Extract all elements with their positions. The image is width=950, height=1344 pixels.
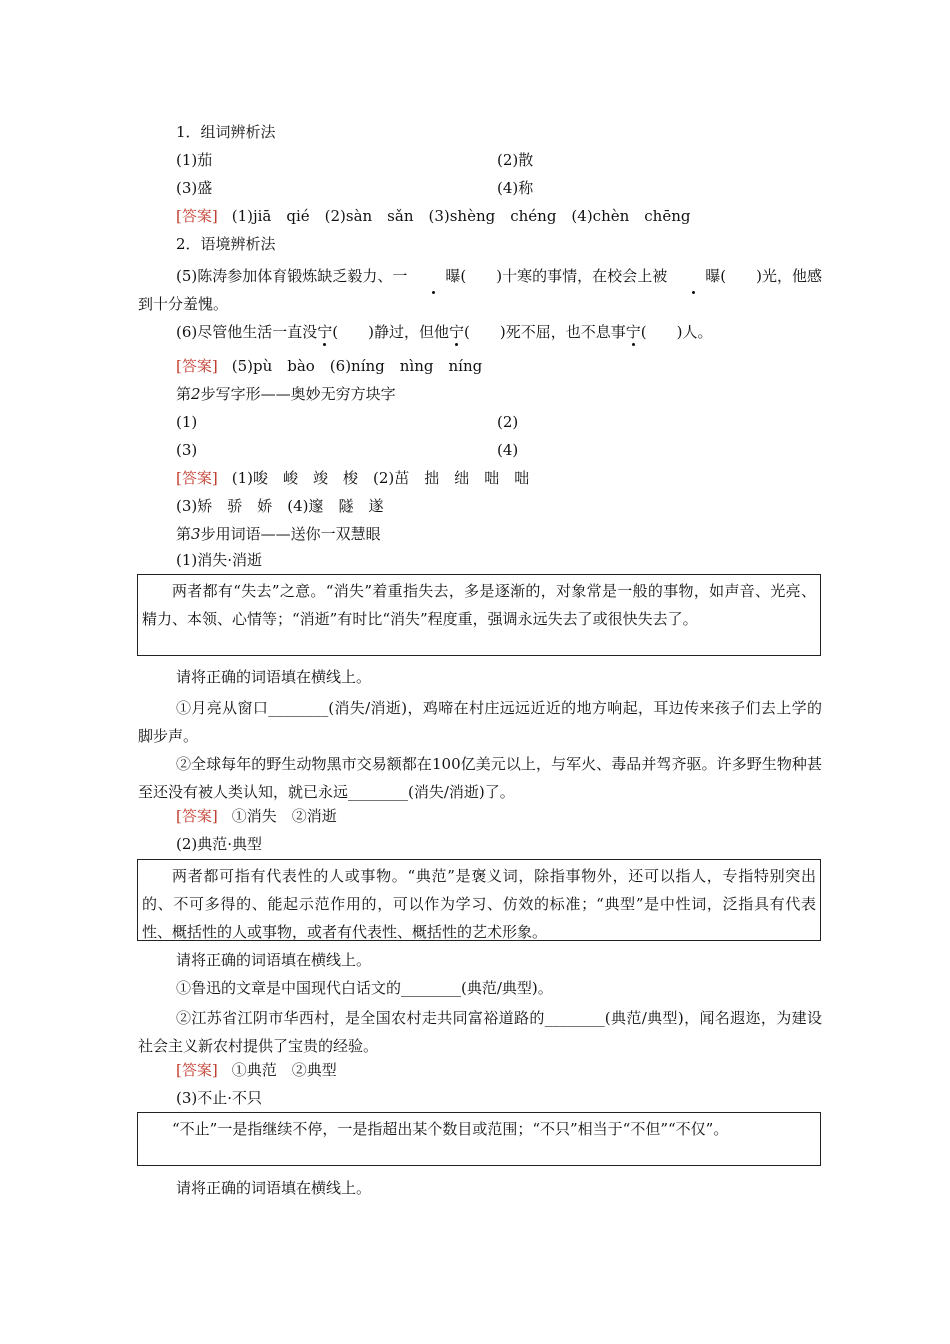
answer-text: (1)唆 峻 竣 梭 (2)茁 拙 绌 咄 咄 bbox=[231, 469, 530, 487]
answer-tag: [答案] bbox=[176, 357, 218, 375]
step2-item-4: (4) bbox=[497, 441, 519, 459]
item-1: (1)茄 bbox=[176, 151, 213, 169]
q5-dotted-char: 曝 bbox=[667, 262, 720, 290]
section-1-title: 1．组词辨析法 bbox=[176, 123, 276, 141]
answer-text: ①消失 ②消逝 bbox=[231, 807, 337, 825]
q6-text-b: ( )静过，但他 bbox=[332, 323, 449, 341]
word-pair-1-heading: (1)消失·消逝 bbox=[176, 551, 263, 569]
step-3-number: 3 bbox=[191, 525, 201, 543]
step-3-title-b: 步用词语——送你一双慧眼 bbox=[200, 525, 381, 543]
answer-3-line-2: (3)矫 骄 娇 (4)邃 隧 遂 bbox=[176, 497, 384, 515]
step-3-title-a: 第 bbox=[176, 525, 192, 543]
question-5 bbox=[138, 262, 822, 318]
answer-text: (1)jiā qié (2)sàn sǎn (3)shèng chéng (4)chèn chēng bbox=[231, 207, 691, 225]
step-2-title bbox=[176, 384, 396, 404]
q6-text-d: ( )人。 bbox=[640, 323, 713, 341]
word-pair-3-heading: (3)不止·不只 bbox=[176, 1089, 263, 1107]
q6-dotted-char: 宁 bbox=[625, 323, 641, 341]
step-2-title-b: 步写字形——奥妙无穷方块字 bbox=[200, 385, 396, 403]
item-3: (3)盛 bbox=[176, 179, 213, 197]
word-pair-2-prompt: 请将正确的词语填在横线上。 bbox=[176, 951, 372, 969]
item-2: (2)散 bbox=[497, 151, 534, 169]
step-2-title-a: 第 bbox=[176, 385, 192, 403]
step2-item-2: (2) bbox=[497, 413, 519, 431]
answer-4 bbox=[176, 806, 337, 826]
word-pair-1-question-1: ①月亮从窗口________(消失/消逝)，鸡啼在村庄远远近近的地方响起，耳边传来孩子们去上学的脚步声。 bbox=[138, 699, 822, 745]
question-6 bbox=[176, 322, 712, 342]
answer-tag: [答案] bbox=[176, 207, 218, 225]
answer-text: (5)pù bào (6)níng nìng níng bbox=[231, 357, 483, 375]
answer-text: ①典范 ②典型 bbox=[231, 1061, 337, 1079]
word-pair-2-question-1: ①鲁迅的文章是中国现代白话文的________(典范/典型)。 bbox=[176, 979, 553, 997]
answer-tag: [答案] bbox=[176, 807, 218, 825]
word-pair-3-prompt: 请将正确的词语填在横线上。 bbox=[176, 1179, 372, 1197]
q6-text-a: (6)尽管他生活一直没 bbox=[176, 323, 318, 341]
q5-dotted-char: 曝 bbox=[407, 262, 460, 290]
q5-text-b: ( )十寒的事情，在校会上被 bbox=[460, 267, 668, 285]
answer-2 bbox=[176, 356, 482, 376]
q6-dotted-char: 宁 bbox=[317, 323, 333, 341]
q5-text-c: ( )光，他感到十分羞愧。 bbox=[138, 267, 822, 313]
q5-text-a: (5)陈涛参加体育锻炼缺乏毅力、一 bbox=[176, 267, 408, 285]
word-pair-1-prompt: 请将正确的词语填在横线上。 bbox=[176, 668, 372, 686]
q6-text-c: ( )死不屈，也不息事 bbox=[464, 323, 626, 341]
answer-3 bbox=[176, 468, 529, 488]
word-pair-2-explanation: 两者都可指有代表性的人或事物。“典范”是褒义词，除指事物外，还可以指人，专指特别突出的、不可多得的、能起示范作用的，可以作为学习、仿效的标准；“典型”是中性词，泛指具有代表性、概括性的人或事物，或者有代表性、概括性的艺术形象。 bbox=[137, 859, 821, 941]
step-3-title bbox=[176, 524, 381, 544]
step2-item-1: (1) bbox=[176, 413, 198, 431]
step2-item-3: (3) bbox=[176, 441, 198, 459]
word-pair-1-explanation: 两者都有“失去”之意。“消失”着重指失去，多是逐渐的，对象常是一般的事物，如声音、光亮、精力、本领、心情等；“消逝”有时比“消失”程度重，强调永远失去了或很快失去了。 bbox=[137, 574, 821, 656]
word-pair-1-question-2: ②全球每年的野生动物黑市交易额都在100亿美元以上，与军火、毒品并驾齐驱。许多野生物种甚至还没有被人类认知，就已永远________(消失/消逝)了。 bbox=[138, 755, 822, 801]
word-pair-2-question-2: ②江苏省江阴市华西村，是全国农村走共同富裕道路的________(典范/典型)，闻名遐迩，为建设社会主义新农村提供了宝贵的经验。 bbox=[138, 1009, 822, 1055]
section-2-title: 2．语境辨析法 bbox=[176, 235, 276, 253]
item-4: (4)称 bbox=[497, 179, 534, 197]
answer-5 bbox=[176, 1060, 337, 1080]
step-2-number: 2 bbox=[191, 385, 201, 403]
answer-tag: [答案] bbox=[176, 469, 218, 487]
answer-tag: [答案] bbox=[176, 1061, 218, 1079]
answer-1 bbox=[176, 206, 690, 226]
q6-dotted-char: 宁 bbox=[448, 323, 464, 341]
word-pair-2-heading: (2)典范·典型 bbox=[176, 835, 263, 853]
word-pair-3-explanation: “不止”一是指继续不停，一是指超出某个数目或范围；“不只”相当于“不但”“不仅”。 bbox=[137, 1112, 821, 1166]
